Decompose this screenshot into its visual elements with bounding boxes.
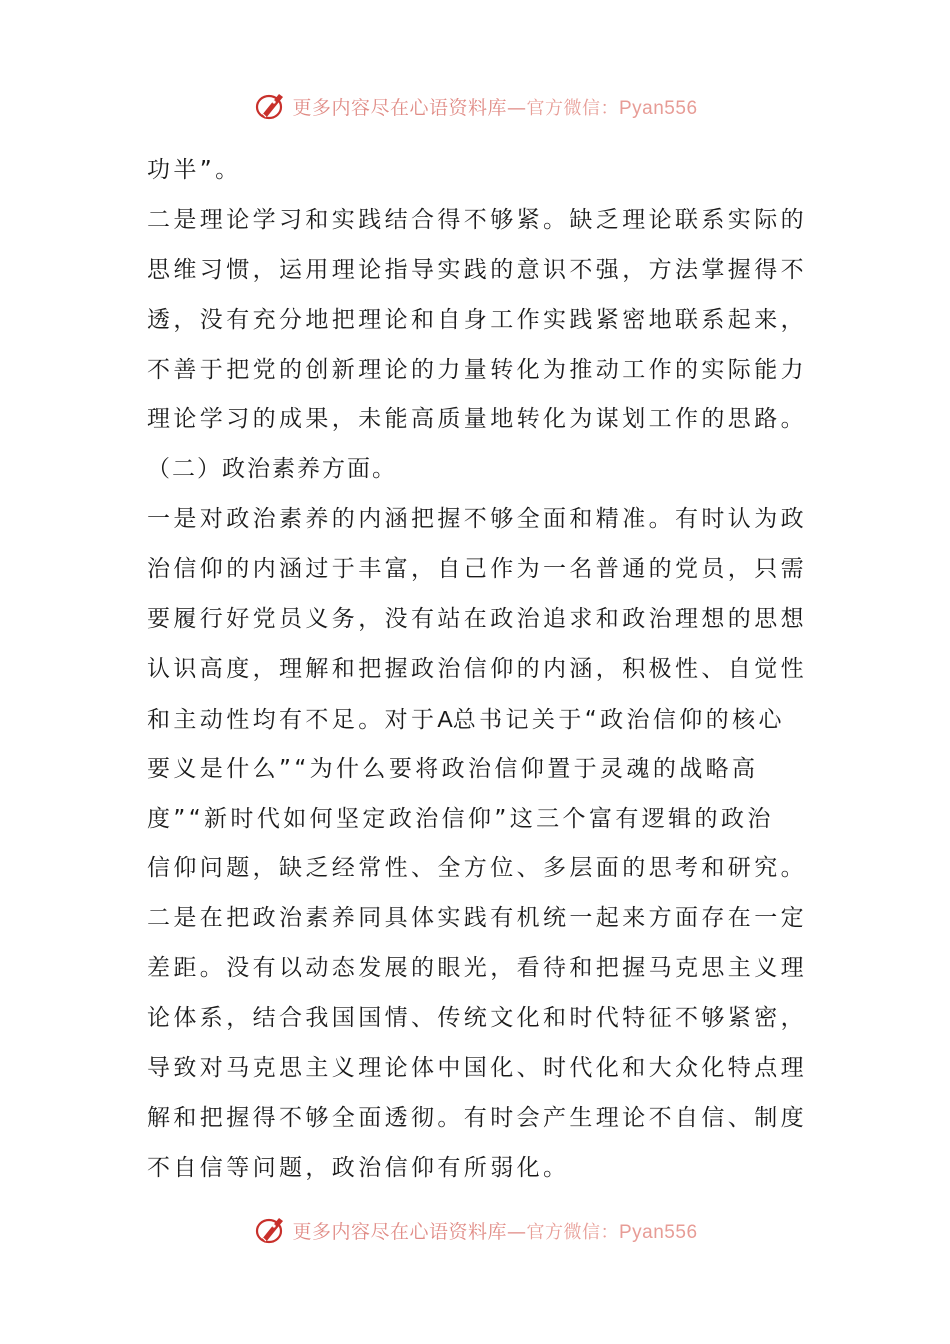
body-line-4: 透，没有充分地把理论和自身工作实践紧密地联系起来， [147, 306, 807, 333]
body-line-11: 认识高度，理解和把握政治信仰的内涵，积极性、自觉性 [147, 655, 807, 682]
body-line-12-latin: A [437, 705, 453, 732]
header-brand-text: 更多内容尽在心语资料库— [292, 96, 527, 119]
footer-wechat-label: 官方微信： [526, 1221, 619, 1243]
footer-pen-nib-circle-logo-icon [252, 1212, 288, 1248]
body-line-6: 理论学习的成果，未能高质量地转化为谋划工作的思路。 [147, 406, 807, 433]
body-line-12-tail: 总书记关于“政治信仰的核心 [452, 706, 785, 733]
body-line-17: 差距。没有以动态发展的眼光，看待和把握马克思主义理 [147, 955, 807, 982]
header-banner [252, 88, 697, 124]
pen-nib-circle-logo-icon [252, 88, 288, 124]
footer-brand-text: 更多内容尽在心语资料库— [292, 1220, 527, 1243]
body-line-15: 信仰问题，缺乏经常性、全方位、多层面的思考和研究。 [147, 855, 807, 882]
page-header [0, 86, 950, 126]
header-wechat-label: 官方微信： [526, 97, 619, 119]
body-line-14: 度”“新时代如何坚定政治信仰”这三个富有逻辑的政治 [147, 805, 774, 832]
body-line-12 [147, 695, 807, 745]
body-line-9: 治信仰的内涵过于丰富，自己作为一名普通的党员，只需 [147, 556, 807, 583]
document-body [147, 146, 807, 1194]
footer-wechat-id: Pyan556 [619, 1221, 698, 1243]
page-footer [0, 1210, 950, 1250]
body-line-19: 导致对马克思主义理论体中国化、时代化和大众化特点理 [147, 1055, 807, 1082]
body-line-3: 思维习惯，运用理论指导实践的意识不强，方法掌握得不 [147, 256, 807, 283]
body-line-8: 一是对政治素养的内涵把握不够全面和精准。有时认为政 [147, 506, 807, 533]
body-line-5: 不善于把党的创新理论的力量转化为推动工作的实际能力 [147, 356, 807, 383]
body-line-21: 不自信等问题，政治信仰有所弱化。 [147, 1154, 570, 1181]
body-line-12-head: 和主动性均有不足。对于 [147, 706, 438, 733]
footer-banner-text [292, 1217, 697, 1244]
header-banner-text [292, 93, 697, 120]
body-line-16: 二是在把政治素养同具体实践有机统一起来方面存在一定 [147, 905, 807, 932]
header-wechat-id: Pyan556 [619, 97, 698, 119]
body-line-13: 要义是什么”“为什么要将政治信仰置于灵魂的战略高 [147, 755, 759, 782]
body-line-10: 要履行好党员义务，没有站在政治追求和政治理想的思想 [147, 606, 807, 633]
body-line-18: 论体系，结合我国国情、传统文化和时代特征不够紧密， [147, 1005, 807, 1032]
body-line-1: 功半”。 [147, 157, 242, 183]
body-line-20: 解和把握得不够全面透彻。有时会产生理论不自信、制度 [147, 1104, 807, 1131]
footer-banner [252, 1212, 697, 1248]
body-line-2: 二是理论学习和实践结合得不够紧。缺乏理论联系实际的 [147, 206, 807, 233]
section-heading: （二）政治素养方面。 [147, 456, 397, 483]
